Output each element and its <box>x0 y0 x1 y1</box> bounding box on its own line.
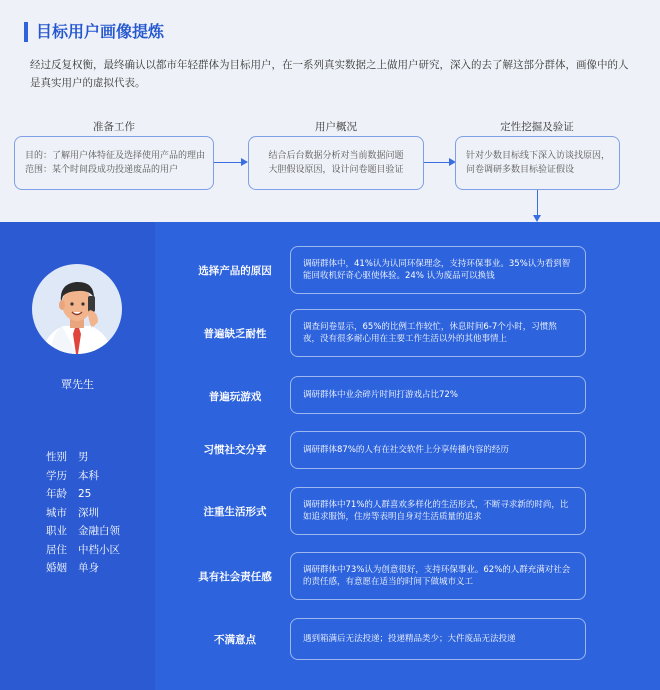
step-box-prepare <box>14 136 214 190</box>
persona-name: 覃先生 <box>61 378 94 391</box>
persona-section <box>0 222 660 690</box>
insight-label: 习惯社交分享 <box>203 444 267 456</box>
avatar <box>32 264 122 354</box>
insight-label: 普遍缺乏耐性 <box>203 328 267 340</box>
insight-card: 遇到箱满后无法投递；投递精品类少；大件废品无法投递 <box>290 618 586 660</box>
title-accent-bar <box>24 22 28 42</box>
persona-attributes <box>46 448 120 578</box>
arrow-down-icon <box>537 190 538 216</box>
arrow-right-icon <box>424 162 450 163</box>
step-box-overview <box>248 136 424 190</box>
step-line: 范围：某个时间段成功投递废品的用户 <box>25 165 179 175</box>
attribute-row: 居住 中档小区 <box>46 543 120 556</box>
insight-card: 调研群体中业余碎片时间打游戏占比72% <box>290 376 586 414</box>
insight-label: 不满意点 <box>214 634 256 646</box>
step-line: 目的：了解用户体特征及选择使用产品的理由 <box>25 151 206 161</box>
arrow-right-icon <box>214 162 242 163</box>
attribute-row: 职业 金融白领 <box>46 525 120 537</box>
step-line: 针对少数目标线下深入访谈找原因， <box>466 151 611 161</box>
step-line: 大胆假设原因，设计问卷题目验证 <box>268 165 404 175</box>
insight-card: 调研群体中71%的人群喜欢多样化的生活形式，不断寻求新的时尚，比如追求服饰，住房等表明自身对生活质量的追求 <box>290 487 586 535</box>
step-line: 结合后台数据分析对当前数据问题 <box>268 151 404 161</box>
insight-label: 普遍玩游戏 <box>208 391 262 403</box>
attribute-row: 年龄 25 <box>46 488 92 500</box>
step-title-overview: 用户概况 <box>315 121 357 133</box>
attribute-row: 性别 男 <box>46 451 89 463</box>
step-title-prepare: 准备工作 <box>93 121 135 133</box>
research-section <box>0 0 660 222</box>
insight-label: 具有社会责任感 <box>198 571 272 583</box>
businessman-on-phone-icon <box>32 264 122 354</box>
step-title-validate: 定性挖掘及验证 <box>500 121 574 133</box>
attribute-row: 学历 本科 <box>46 469 99 482</box>
persona-panel <box>0 222 155 690</box>
insight-card: 调查问卷显示，65%的比例工作较忙，休息时间6-7个小时，习惯熬夜，没有很多耐心用在主要工作生活以外的其他事情上 <box>290 309 586 357</box>
insight-card: 调研群体87%的人有在社交软件上分享传播内容的经历 <box>290 431 586 469</box>
page-title: 目标用户画像提炼 <box>36 22 165 41</box>
attribute-row: 婚姻 单身 <box>46 562 99 574</box>
intro-paragraph: 经过反复权衡，最终确认以都市年轻群体为目标用户，在一系列真实数据之上做用户研究，深入的去了解这部分群体，画像中的人是真实用户的虚拟代表。 <box>30 59 629 89</box>
step-box-validate <box>455 136 620 190</box>
insight-label: 注重生活形式 <box>203 506 267 518</box>
insight-label: 选择产品的原因 <box>198 265 272 277</box>
attribute-row: 城市 深圳 <box>46 506 99 519</box>
insight-card: 调研群体中73%认为创意很好，支持环保事业。62%的人群充满对社会的责任感，有意愿在适当的时间下做城市义工 <box>290 552 586 600</box>
step-line: 问卷调研多数目标验证假设 <box>466 165 575 175</box>
insight-card: 调研群体中，41%认为认同环保理念，支持环保事业。35%认为看到智能回收机好奇心驱使体验。24% 认为废品可以换钱 <box>290 246 586 294</box>
